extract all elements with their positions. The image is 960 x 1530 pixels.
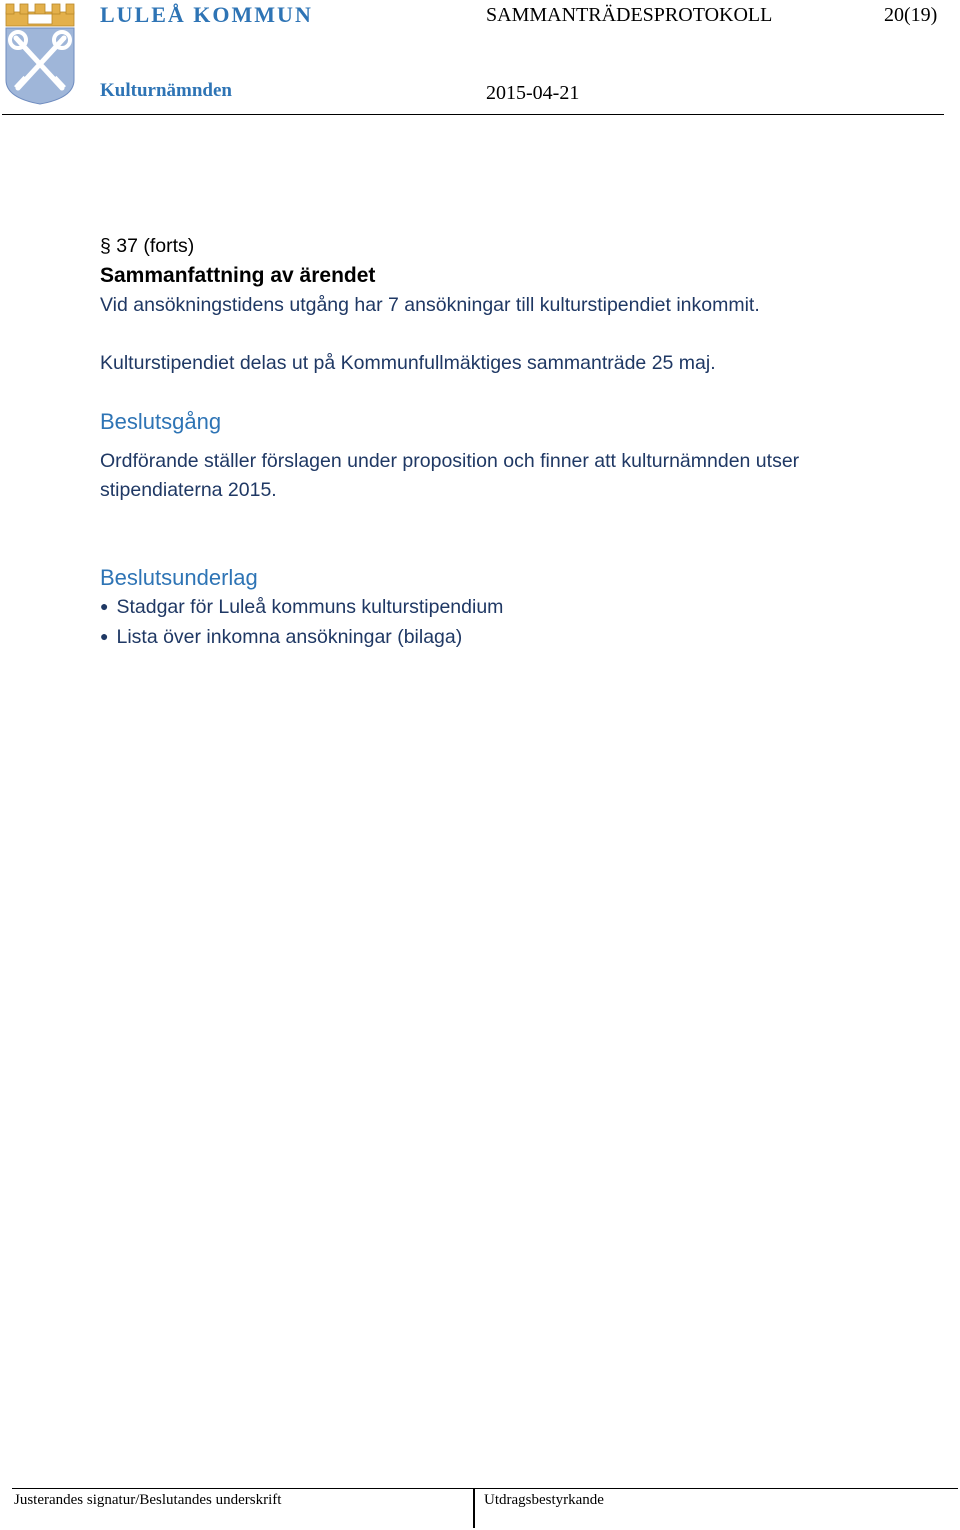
signature-label: Justerandes signatur/Beslutandes underskrift (14, 1492, 282, 1508)
coat-of-arms-icon (2, 2, 78, 106)
procedure-text: Ordförande ställer förslagen under proposition och finner att kulturnämnden utser stipendiaterna 2015. (100, 450, 800, 501)
committee-name: Kulturnämnden (100, 80, 232, 101)
organization-name: LULEÅ KOMMUN (100, 2, 313, 27)
page-number: 20(19) (884, 4, 938, 26)
footer-column-divider (473, 1488, 475, 1528)
basis-list (100, 593, 900, 653)
header-divider (2, 114, 944, 115)
footer-divider (12, 1488, 958, 1489)
summary-text-2: Kulturstipendiet delas ut på Kommunfullmäktiges sammanträde 25 maj. (100, 352, 716, 374)
document-body (100, 232, 900, 653)
summary-heading: Sammanfattning av ärendet (100, 264, 376, 287)
list-item: ● Stadgar för Luleå kommuns kulturstipendium (100, 593, 900, 623)
list-item: ● Lista över inkomna ansökningar (bilaga) (100, 623, 900, 653)
certification-label: Utdragsbestyrkande (484, 1492, 604, 1508)
document-type: SAMMANTRÄDESPROTOKOLL (486, 4, 773, 26)
basis-heading: Beslutsunderlag (100, 565, 258, 590)
meeting-date: 2015-04-21 (486, 82, 580, 104)
procedure-heading: Beslutsgång (100, 409, 222, 434)
paragraph-reference: § 37 (forts) (100, 235, 195, 257)
summary-text: Vid ansökningstidens utgång har 7 ansökningar till kulturstipendiet inkommit. (100, 294, 760, 316)
